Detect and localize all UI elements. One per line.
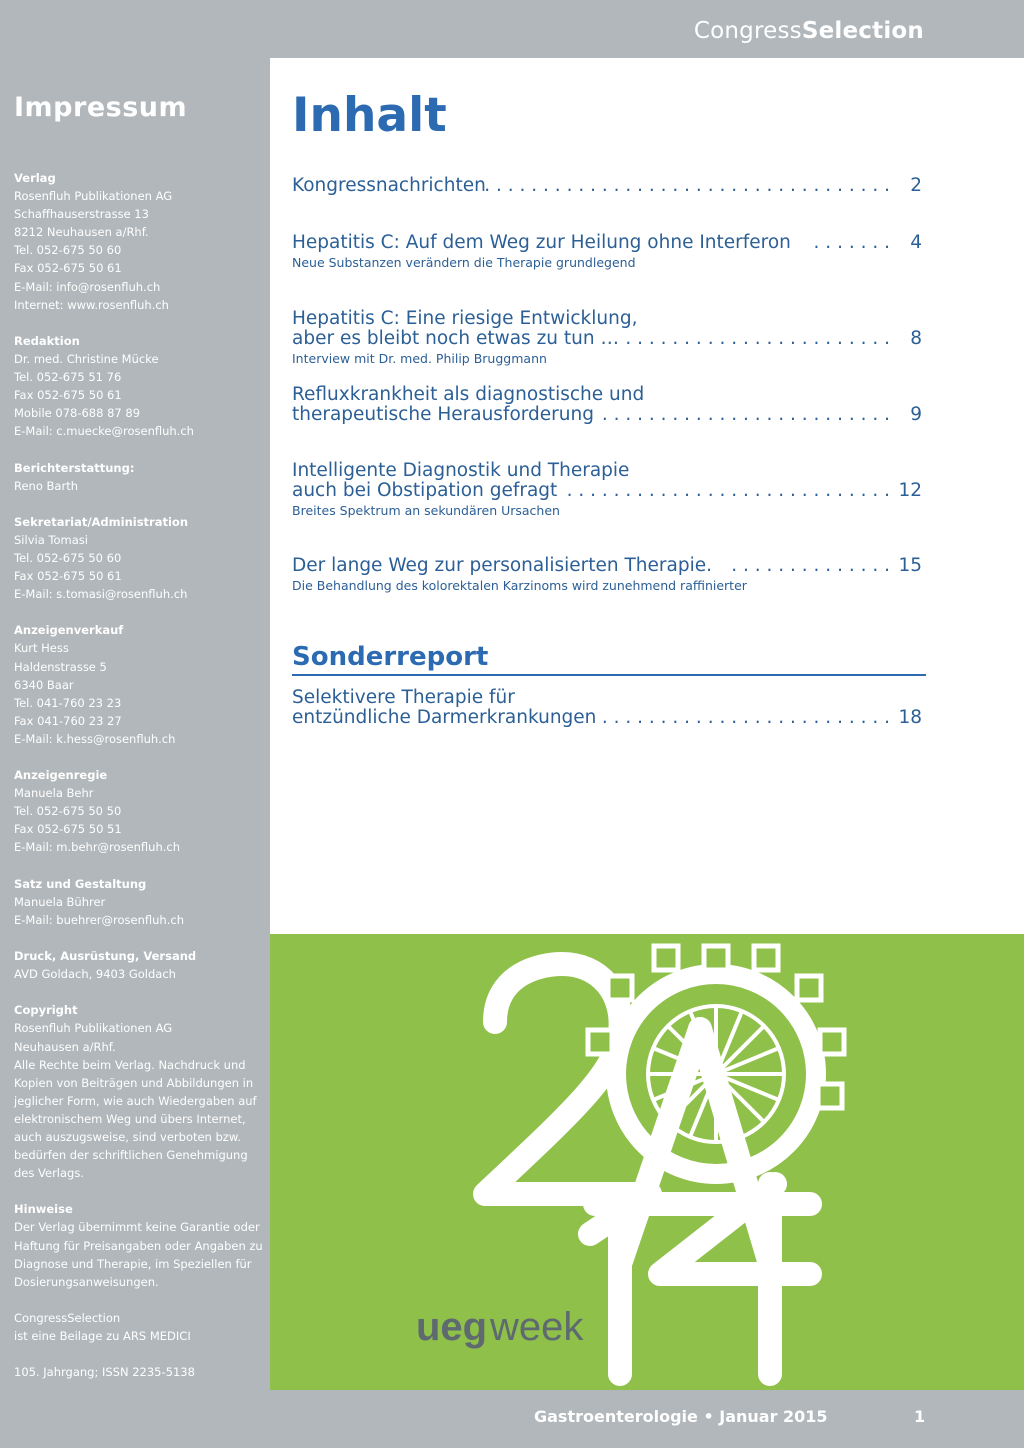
impressum-line: Tel. 052-675 50 50 [14, 804, 122, 819]
impressum-line: jeglicher Form, wie auch Wiedergaben auf [14, 1093, 257, 1108]
toc-entry-title [292, 176, 926, 196]
toc-leader-dots: . . . . . . . . . . . . . . . . . . . . . . . . . [601, 707, 890, 728]
impressum-section [14, 513, 264, 603]
impressum-line: E-Mail: buehrer@rosenfluh.ch [14, 912, 184, 927]
impressum-line: Fax 041-760 23 27 [14, 713, 122, 728]
impressum-line: Fax 052-675 50 61 [14, 261, 122, 276]
impressum-section [14, 1001, 264, 1182]
toc-title-text: Hepatitis C: Eine riesige Entwicklung, [292, 308, 638, 329]
impressum-heading: Hinweise [14, 1202, 73, 1217]
toc-title-text: Der lange Weg zur personalisierten Therapie. [292, 555, 712, 576]
toc-leader-dots: . . . . . . . . . . . . . . . . . . . . . . . . . . . . [566, 480, 890, 501]
toc-page-number: 18 [898, 707, 922, 728]
impressum-line: E-Mail: c.muecke@rosenfluh.ch [14, 424, 194, 439]
impressum-section [14, 169, 264, 314]
impressum-line: E-Mail: m.behr@rosenfluh.ch [14, 840, 181, 855]
ueg-text: ueg [416, 1305, 488, 1349]
toc-entry-title [292, 385, 926, 405]
ueg-week-2014-logo-panel [270, 934, 1024, 1390]
impressum-line: Rosenfluh Publikationen AG [14, 1021, 173, 1036]
impressum-sidebar [0, 58, 270, 1390]
toc-entry-subtitle: Die Behandlung des kolorektalen Karzinoms wird zunehmend raffinierter [292, 578, 747, 593]
toc-leader-dots: . . . . . . . . . . . . . . . . . . . . . . . [625, 328, 890, 349]
impressum-section [14, 459, 264, 495]
impressum-line: Alle Rechte beim Verlag. Nachdruck und [14, 1057, 246, 1072]
impressum-line: 105. Jahrgang; ISSN 2235-5138 [14, 1365, 195, 1380]
toc-entry[interactable] [292, 461, 926, 519]
ueg-week-2014-logo [270, 934, 1024, 1390]
toc-title-text: Selektivere Therapie für [292, 687, 515, 708]
toc-entry[interactable] [292, 385, 926, 425]
impressum-line: Tel. 052-675 50 60 [14, 243, 122, 258]
toc-entry-title [292, 461, 926, 481]
impressum-section [14, 1200, 264, 1290]
impressum-heading: Satz und Gestaltung [14, 876, 147, 891]
impressum-line: elektronischem Weg und übers Internet, [14, 1111, 246, 1126]
impressum-line: CongressSelection [14, 1310, 121, 1325]
footer-issue: Gastroenterologie • Januar 2015 [534, 1407, 828, 1426]
footer-bar [0, 1390, 1024, 1448]
toc-entry-subtitle: Neue Substanzen verändern die Therapie grundlegend [292, 255, 636, 270]
impressum-heading: Copyright [14, 1003, 78, 1018]
impressum-section [14, 621, 264, 748]
impressum-line: Dosierungsanweisungen. [14, 1274, 159, 1289]
impressum-line: Haldenstrasse 5 [14, 659, 107, 674]
impressum-line: Tel. 052-675 51 76 [14, 370, 122, 385]
toc-page-number: 9 [910, 404, 922, 425]
toc-entry-title [292, 481, 926, 501]
top-bar [0, 0, 1024, 58]
sonderreport-title: Sonderreport [292, 642, 926, 676]
toc-page-number: 8 [910, 328, 922, 349]
toc-leader-dots: . . . . . . . [813, 232, 890, 253]
impressum-line: Der Verlag übernimmt keine Garantie oder [14, 1220, 260, 1235]
toc-entry-subtitle: Interview mit Dr. med. Philip Bruggmann [292, 351, 547, 366]
toc-entry[interactable] [292, 176, 926, 196]
impressum-section [14, 947, 264, 983]
toc-page-number: 15 [898, 555, 922, 576]
toc-entry-title [292, 708, 926, 728]
impressum-heading: Verlag [14, 171, 56, 185]
toc-entry-title [292, 405, 926, 425]
impressum-line: Neuhausen a/Rhf. [14, 1039, 116, 1054]
toc-entry[interactable] [292, 556, 926, 594]
impressum-body [14, 169, 264, 1399]
impressum-line: Manuela Behr [14, 786, 94, 801]
impressum-line: Schaffhauserstrasse 13 [14, 207, 149, 222]
toc-page-number: 2 [910, 175, 922, 196]
impressum-line: AVD Goldach, 9403 Goldach [14, 967, 176, 982]
impressum-heading: Redaktion [14, 333, 80, 348]
impressum-heading: Sekretariat/Administration [14, 514, 189, 529]
impressum-line: des Verlags. [14, 1166, 84, 1181]
toc-title-text: Hepatitis C: Auf dem Weg zur Heilung ohne Interferon [292, 232, 791, 253]
toc-entry-title [292, 688, 926, 708]
impressum-line: ist eine Beilage zu ARS MEDICI [14, 1329, 191, 1343]
impressum-line: E-Mail: info@rosenfluh.ch [14, 279, 161, 294]
impressum-line: Diagnose und Therapie, im Speziellen für [14, 1256, 252, 1271]
impressum-line: Fax 052-675 50 51 [14, 822, 122, 837]
impressum-line: Tel. 041-760 23 23 [14, 695, 122, 710]
impressum-line: Reno Barth [14, 478, 78, 493]
impressum-line: Silvia Tomasi [14, 532, 88, 547]
impressum-section [14, 1363, 264, 1381]
impressum-line: auch auszugsweise, sind verboten bzw. [14, 1129, 241, 1144]
impressum-line: Fax 052-675 50 61 [14, 388, 122, 403]
toc-title-text: Refluxkrankheit als diagnostische und [292, 384, 645, 405]
toc-title-text: aber es bleibt noch etwas zu tun … [292, 328, 619, 349]
impressum-heading: Druck, Ausrüstung, Versand [14, 949, 197, 964]
impressum-line: 8212 Neuhausen a/Rhf. [14, 225, 149, 240]
impressum-line: Rosenfluh Publikationen AG [14, 189, 173, 204]
footer-page-number: 1 [914, 1407, 926, 1426]
impressum-line: Manuela Bührer [14, 894, 106, 909]
impressum-line: Kopien von Beiträgen und Abbildungen in [14, 1075, 254, 1090]
impressum-line: Kurt Hess [14, 641, 69, 656]
toc-entry-title [292, 329, 926, 349]
impressum-line: bedürfen der schriftlichen Genehmigung [14, 1148, 248, 1163]
impressum-line: E-Mail: s.tomasi@rosenfluh.ch [14, 587, 188, 602]
toc-title-text: therapeutische Herausforderung [292, 404, 594, 425]
impressum-line: Fax 052-675 50 61 [14, 569, 122, 584]
toc-entry-title [292, 309, 926, 329]
contents-panel [270, 58, 1024, 934]
toc-title-text: Kongressnachrichten [292, 175, 486, 196]
impressum-line: 6340 Baar [14, 677, 74, 692]
impressum-line: Internet: www.rosenfluh.ch [14, 297, 169, 312]
toc-title-text: auch bei Obstipation gefragt [292, 480, 558, 501]
impressum-section [14, 766, 264, 856]
impressum-section [14, 332, 264, 441]
brand-wordmark: CongressSelection [693, 18, 924, 44]
toc-title-text: Intelligente Diagnostik und Therapie [292, 460, 630, 481]
toc-leader-dots: . . . . . . . . . . . . . . [731, 555, 890, 576]
impressum-section [14, 875, 264, 929]
toc-leader-dots: . . . . . . . . . . . . . . . . . . . . . . . . . [601, 404, 890, 425]
toc-entry-title [292, 233, 926, 253]
impressum-heading: Berichterstattung: [14, 460, 135, 475]
impressum-heading: Anzeigenverkauf [14, 623, 124, 638]
toc-title-text: entzündliche Darmerkrankungen [292, 707, 597, 728]
impressum-heading: Anzeigenregie [14, 768, 108, 783]
toc-entry[interactable] [292, 309, 926, 367]
impressum-line: E-Mail: k.hess@rosenfluh.ch [14, 731, 176, 746]
toc-page-number: 12 [898, 480, 922, 501]
impressum-section [14, 1309, 264, 1345]
toc-entry[interactable] [292, 233, 926, 271]
impressum-line: Haftung für Preisangaben oder Angaben zu [14, 1238, 263, 1253]
toc-leader-dots: . . . . . . . . . . . . . . . . . . . . . . . . . . . . . . . . . . . [484, 175, 890, 196]
toc-entry-title [292, 556, 926, 576]
toc-page-number: 4 [910, 232, 922, 253]
week-text: week [490, 1305, 584, 1349]
toc-entry[interactable] [292, 688, 926, 728]
toc-entry-subtitle: Breites Spektrum an sekundären Ursachen [292, 503, 560, 518]
impressum-title: Impressum [14, 92, 188, 123]
impressum-line: Tel. 052-675 50 60 [14, 550, 122, 565]
impressum-line: Dr. med. Christine Mücke [14, 351, 159, 366]
impressum-line: Mobile 078-688 87 89 [14, 406, 141, 421]
contents-title: Inhalt [292, 88, 447, 143]
